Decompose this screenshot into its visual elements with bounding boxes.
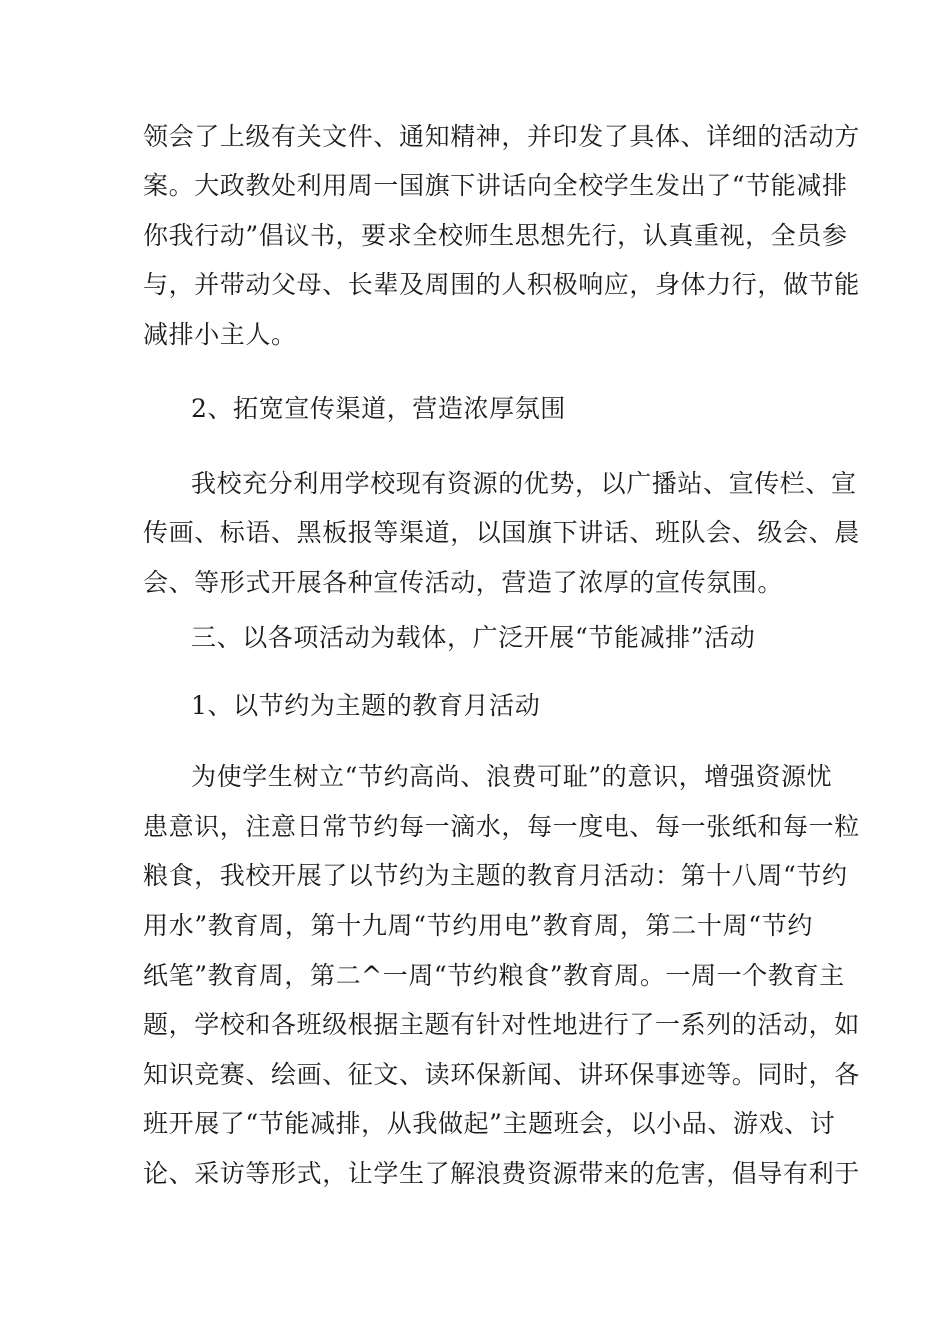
- paragraph-line: 案。大政教处利用周一国旗下讲话向全校学生发出了“节能减排: [143, 171, 848, 200]
- paragraph-line: 为使学生树立“节约高尚、浪费可耻”的意识，增强资源忧: [191, 762, 833, 791]
- paragraph-line: 领会了上级有关文件、通知精神，并印发了具体、详细的活动方: [143, 122, 860, 151]
- paragraph-line: 用水”教育周，第十九周“节约用电”教育周，第二十周“节约: [143, 911, 813, 940]
- paragraph-line: 你我行动”倡议书，要求全校师生思想先行，认真重视，全员参: [143, 221, 848, 250]
- paragraph-line: 班开展了“节能减排，从我做起”主题班会，以小品、游戏、讨: [143, 1109, 836, 1138]
- paragraph-line: 传画、标语、黑板报等渠道，以国旗下讲话、班队会、级会、晨: [143, 518, 860, 547]
- paragraph-line: 题，学校和各班级根据主题有针对性地进行了一系列的活动，如: [143, 1010, 860, 1039]
- paragraph-line: 我校充分利用学校现有资源的优势，以广播站、宣传栏、宣: [191, 469, 857, 498]
- paragraph-line: 粮食，我校开展了以节约为主题的教育月活动：第十八周“节约: [143, 861, 848, 890]
- section-heading: 三、以各项活动为载体，广泛开展“节能减排”活动: [191, 623, 756, 652]
- paragraph-line: 纸笔”教育周，第二^一周“节约粮食”教育周。一周一个教育主: [143, 961, 845, 990]
- section-heading: 2、拓宽宣传渠道，营造浓厚氛围: [191, 394, 566, 423]
- paragraph-line: 会、等形式开展各种宣传活动，营造了浓厚的宣传氛围。: [143, 568, 784, 597]
- paragraph-line: 患意识，注意日常节约每一滴水，每一度电、每一张纸和每一粒: [143, 812, 860, 841]
- paragraph-line: 与，并带动父母、长辈及周围的人积极响应，身体力行，做节能: [143, 270, 860, 299]
- section-heading: 1、以节约为主题的教育月活动: [191, 691, 541, 720]
- paragraph-line: 知识竞赛、绘画、征文、读环保新闻、讲环保事迹等。同时，各: [143, 1060, 860, 1089]
- paragraph-line: 减排小主人。: [143, 320, 297, 349]
- paragraph-line: 论、采访等形式，让学生了解浪费资源带来的危害，倡导有利于: [143, 1159, 860, 1188]
